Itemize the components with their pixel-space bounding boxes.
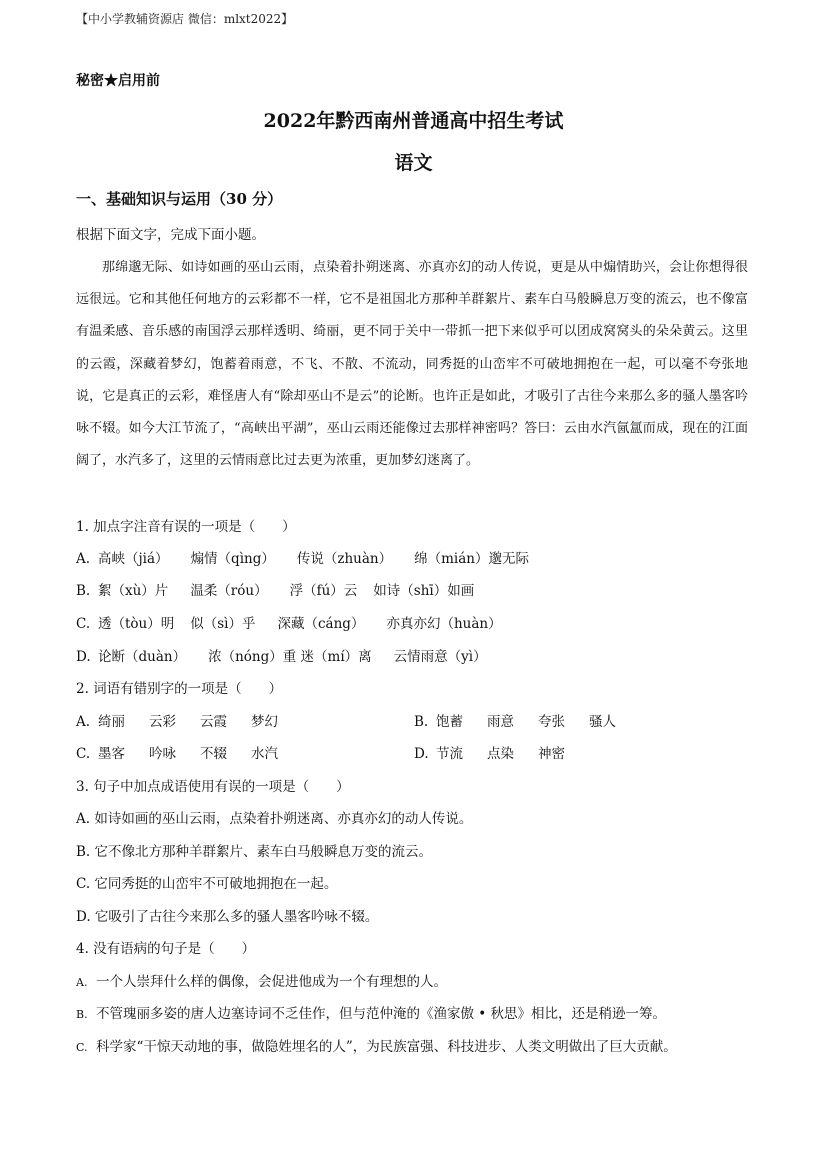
option-text: 不管瑰丽多姿的唐人边塞诗词不乏佳作，但与范仲淹的《渔家傲 • 秋思》相比，还是稍逊一筹。: [96, 1006, 667, 1022]
question-2-option-a: [76, 710, 302, 730]
question-3-option-a: A. 如诗如画的巫山云雨，点染着扑朔迷离、亦真亦幻的动人传说。: [76, 811, 473, 827]
question-3-option-c: C. 它同秀挺的山峦牢不可破地拥抱在一起。: [76, 876, 338, 892]
option-item: 骚人: [589, 714, 616, 730]
option-text: 一个人崇拜什么样的偶像，会促进他成为一个有理想的人。: [96, 974, 447, 990]
option-item: 亦真亦幻（huàn）: [386, 616, 502, 632]
option-letter: C.: [76, 616, 91, 632]
question-3-stem: 3. 句子中加点成语使用有误的一项是（ ）: [76, 779, 350, 795]
option-letter: B.: [414, 714, 429, 730]
option-letter: B.: [76, 583, 91, 599]
option-item: 点染: [487, 746, 514, 762]
option-item: 传说（zhuàn）: [296, 551, 393, 567]
question-4-option-b: [76, 1002, 666, 1022]
subject-title: 语文: [394, 152, 433, 174]
question-3-option-d: D. 它吸引了古往今来那么多的骚人墨客吟咏不辍。: [76, 909, 379, 925]
option-item: 高峡（jiá）: [98, 551, 169, 567]
option-letter: C.: [76, 746, 91, 762]
question-2-option-d: [414, 742, 589, 762]
option-item: 饱蓄: [436, 714, 463, 730]
option-item: 不辍: [200, 746, 227, 762]
question-3-option-b: B. 它不像北方那种羊群絮片、素车白马般瞬息万变的流云。: [76, 844, 433, 860]
question-1-option-d: [76, 645, 509, 665]
option-text: 科学家“干惊天动地的事，做隐姓埋名的人”，为民族富强、科技进步、人类文明做出了巨大贡献。: [96, 1039, 677, 1055]
source-note: 【中小学教辅资源店 微信：mlxt2022】: [76, 12, 294, 26]
question-1-option-a: [76, 547, 551, 567]
section-heading: 一、基础知识与运用（30 分）: [76, 190, 283, 208]
question-2-option-c: [76, 742, 302, 762]
option-item: 温柔（róu）: [190, 583, 268, 599]
option-item: 绮丽: [98, 714, 125, 730]
option-item: 云霞: [200, 714, 227, 730]
option-item: 水汽: [251, 746, 278, 762]
option-item: 雨意: [487, 714, 514, 730]
option-letter: A.: [76, 551, 91, 567]
option-item: 节流: [436, 746, 463, 762]
option-item: 夸张: [538, 714, 565, 730]
option-letter: D.: [76, 649, 91, 665]
option-item: 云彩: [149, 714, 176, 730]
option-letter: A.: [76, 976, 88, 989]
question-4-option-c: [76, 1035, 677, 1055]
option-item: 墨客: [98, 746, 125, 762]
option-item: 浮（fú）云: [289, 583, 358, 599]
question-1-stem: 1. 加点字注音有误的一项是（ ）: [76, 519, 296, 535]
option-item: 絮（xù）片: [98, 583, 169, 599]
option-item: 云情雨意（yì）: [393, 649, 487, 665]
question-2-stem: 2. 词语有错别字的一项是（ ）: [76, 681, 283, 697]
question-4-option-a: [76, 970, 447, 990]
question-1-option-b: [76, 579, 496, 599]
option-item: 透（tòu）明: [98, 616, 175, 632]
option-item: 如诗（shī）如画: [373, 583, 475, 599]
question-4-stem: 4. 没有语病的句子是（ ）: [76, 941, 256, 957]
option-item: 梦幻: [251, 714, 278, 730]
option-item: 煽情（qìng）: [190, 551, 275, 567]
question-1-option-c: [76, 612, 524, 632]
option-item: 似（sì）乎: [190, 616, 256, 632]
exam-title: 2022年黔西南州普通高中招生考试: [263, 110, 564, 132]
option-item: 绵（mián）邈无际: [414, 551, 529, 567]
option-item: 论断（duàn）: [98, 649, 187, 665]
instruction: 根据下面文字，完成下面小题。: [76, 227, 265, 243]
question-2-option-b: [414, 710, 640, 730]
option-letter: D.: [414, 746, 429, 762]
option-item: 浓（nóng）重 迷（mí）离: [208, 649, 372, 665]
option-letter: B.: [76, 1008, 88, 1021]
option-item: 深藏（cáng）: [277, 616, 365, 632]
reading-passage: 那绵邈无际、如诗如画的巫山云雨，点染着扑朔迷离、亦真亦幻的动人传说，更是从中煽情助兴，会让你想得很远很远。它和其他任何地方的云彩都不一样，它不是祖国北方那种羊群絮片、素车白马般瞬息万变的流云，也不像富有温柔感、音乐感的南国浮云那样透明、绮丽，更不同于关中一带抓一把下来似乎可以团成窝窝头的朵朵黄云。这里的云霞，深藏着梦幻，饱蓄着雨意，不飞、不散、不流动，同秀挺的山峦牢不可破地拥抱在一起，可以毫不夸张地说，它是真正的云彩，难怪唐人有“除却巫山不是云”的论断。也许正是如此，才吸引了古往今来那么多的骚人墨客吟咏不辍。如今大江节流了，“高峡出平湖”，巫山云雨还能像过去那样神密吗？答曰：云由水汽氤氲而成，现在的江面阔了，水汽多了，这里的云情雨意比过去更为浓重，更加梦幻迷离了。: [76, 260, 748, 469]
confidential-label: 秘密★启用前: [76, 73, 160, 89]
option-letter: A.: [76, 714, 91, 730]
option-letter: C.: [76, 1041, 88, 1054]
option-item: 神密: [538, 746, 565, 762]
option-item: 吟咏: [149, 746, 176, 762]
